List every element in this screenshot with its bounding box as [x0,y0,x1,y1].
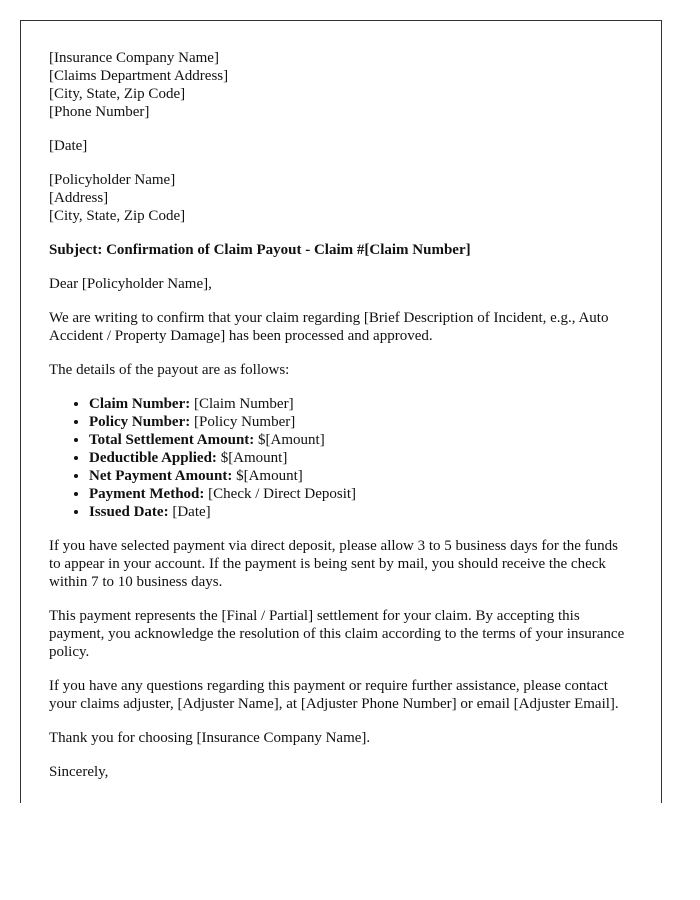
detail-value: [Date] [168,504,211,520]
detail-value: $[Amount] [232,468,303,484]
detail-label: Payment Method: [89,486,205,502]
settlement-paragraph: This payment represents the [Final / Partial] settlement for your claim. By accepting this payment, you acknowledge the resolution of this claim according to the terms of your insurance policy. [49,608,625,660]
recipient-block [49,171,633,225]
recipient-name: [Policyholder Name] [49,172,176,188]
recipient-address: [Address] [49,190,109,206]
detail-label: Policy Number: [89,414,191,430]
subject-line: Subject: Confirmation of Claim Payout - Claim #[Claim Number] [49,242,471,258]
detail-item [89,431,633,449]
detail-item [89,467,633,485]
detail-value: [Claim Number] [190,396,294,412]
letter-page [20,20,662,803]
payment-timing-paragraph: If you have selected payment via direct deposit, please allow 3 to 5 business days for the funds to appear in your account. If the payment is being sent by mail, you should receive the check within 7 to 10 business days. [49,538,619,590]
salutation: Dear [Policyholder Name], [49,276,212,292]
sender-city: [City, State, Zip Code] [49,86,186,102]
detail-item [89,485,633,503]
sender-block [49,49,633,121]
sender-company: [Insurance Company Name] [49,50,219,66]
detail-label: Claim Number: [89,396,191,412]
detail-value: $[Amount] [216,450,288,466]
questions-paragraph: If you have any questions regarding this payment or require further assistance, please contact your claims adjuster, [Adjuster Name], at [Adjuster Phone Number] or email [Adjuster Email]. [49,678,619,712]
recipient-city: [City, State, Zip Code] [49,208,186,224]
detail-item [89,449,633,467]
detail-item [89,413,633,431]
closing: Sincerely, [49,764,109,780]
detail-label: Net Payment Amount: [89,468,233,484]
detail-value: $[Amount] [254,432,325,448]
detail-value: [Policy Number] [190,414,296,430]
payout-details-list [49,395,633,521]
thanks-paragraph: Thank you for choosing [Insurance Company Name]. [49,730,371,746]
detail-value: [Check / Direct Deposit] [204,486,357,502]
detail-label: Issued Date: [89,504,169,520]
letter-date: [Date] [49,138,88,154]
sender-address: [Claims Department Address] [49,68,229,84]
detail-item [89,503,633,521]
sender-phone: [Phone Number] [49,104,150,120]
detail-label: Total Settlement Amount: [89,432,255,448]
intro-paragraph: We are writing to confirm that your claim regarding [Brief Description of Incident, e.g., Auto Accident / Property Damage] has been processed and approved. [49,310,609,344]
detail-label: Deductible Applied: [89,450,217,466]
details-intro: The details of the payout are as follows: [49,362,290,378]
detail-item [89,395,633,413]
